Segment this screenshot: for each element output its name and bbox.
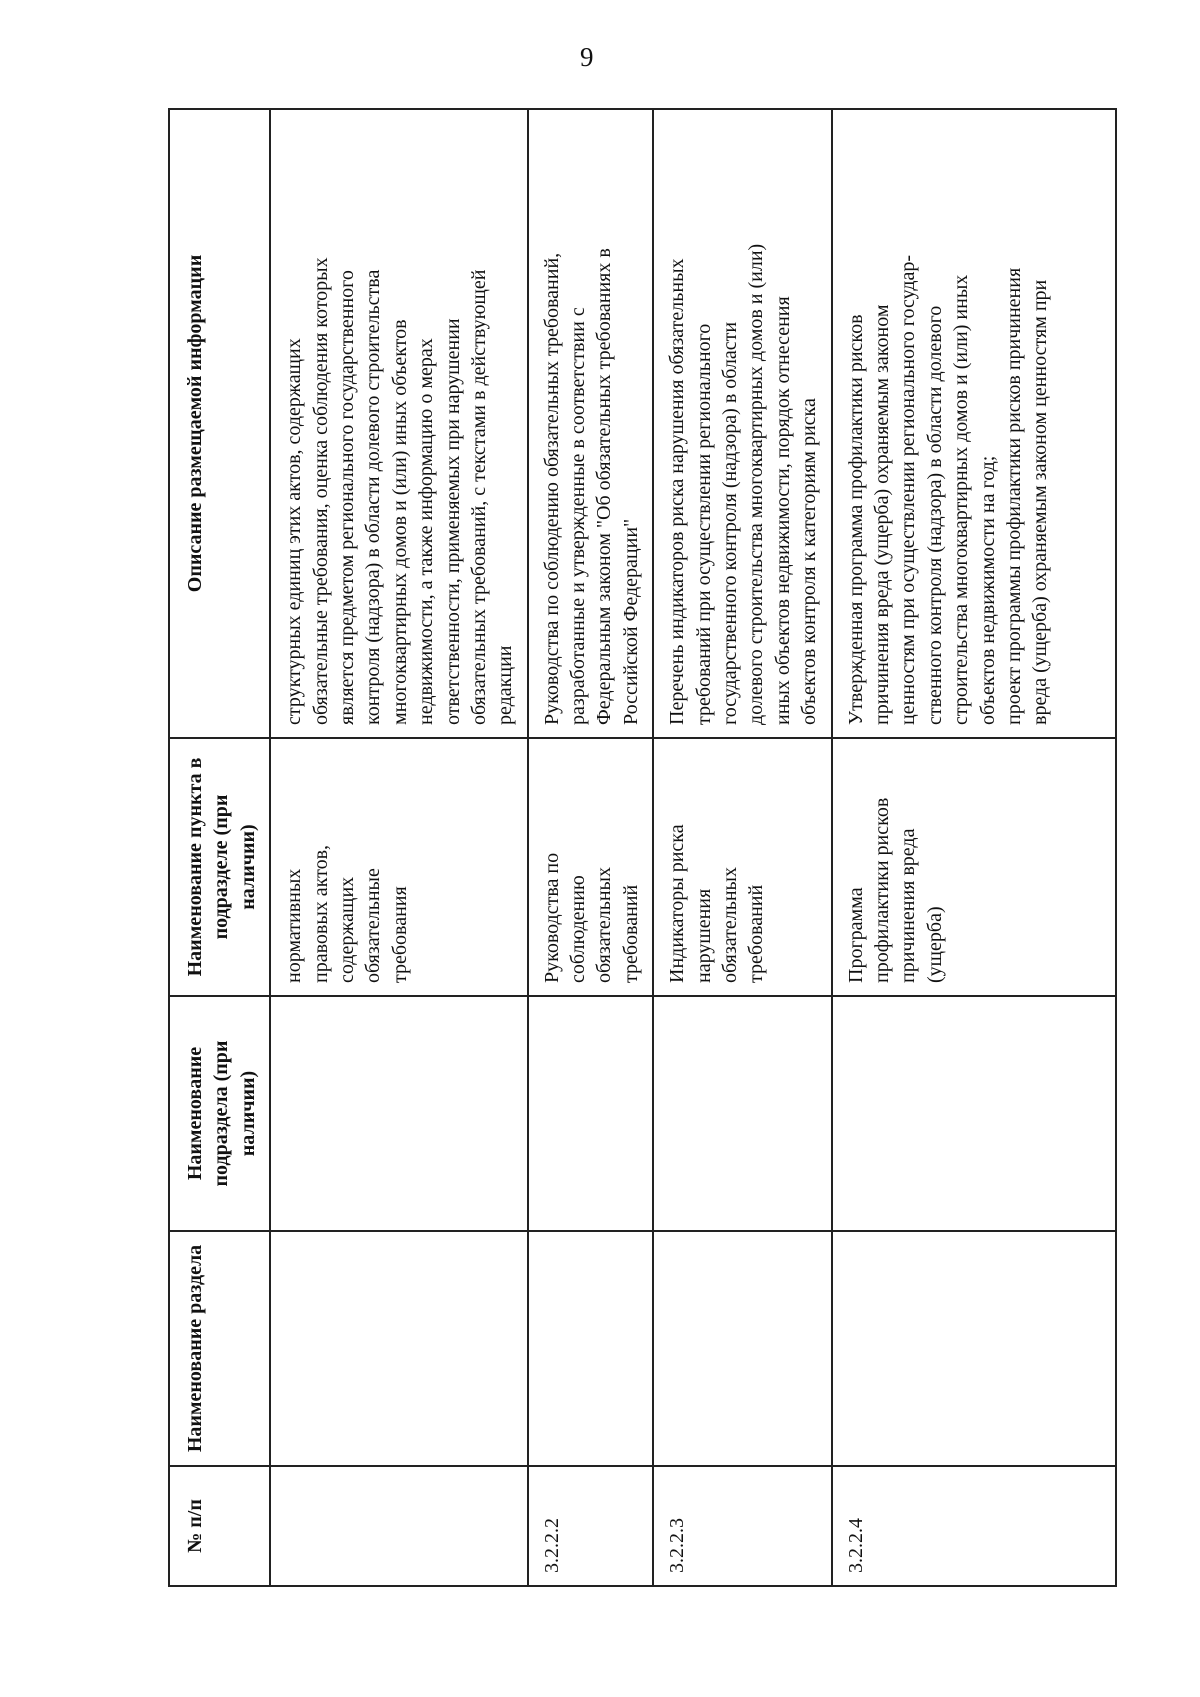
- row-section: [270, 1231, 528, 1466]
- row-num: 3.2.2.3: [653, 1466, 831, 1586]
- row-subsection: [832, 996, 1116, 1231]
- row-num: 3.2.2.4: [832, 1466, 1116, 1586]
- row-num: 3.2.2.2: [528, 1466, 654, 1586]
- header-item: Наименование пункта в подразделе (при наличии): [169, 738, 270, 996]
- row-description: структурных единиц этих актов, содержащих обязательные требования, оценка соблюдения которых является предметом регионального государственного контроля (надзора) в области долевого строительства многоквартирных домов и (или) иных объектов недвижимости, а также информацию о мерах ответственности, применяемых при нарушении обязательных требований, с текстами в действующей редакции: [270, 109, 528, 738]
- row-section: [653, 1231, 831, 1466]
- header-description: Описание размещаемой информации: [169, 109, 270, 738]
- header-num: № п/п: [169, 1466, 270, 1586]
- row-section: [832, 1231, 1116, 1466]
- row-item: Индикаторы риска нарушения обязательных требований: [653, 738, 831, 996]
- page-number: 9: [580, 42, 594, 72]
- header-section: Наименование раздела: [169, 1231, 270, 1466]
- row-item: Руководства по соблюдению обязательных требований: [528, 738, 654, 996]
- row-item: Программа профилактики рисков причинения вреда (ущерба): [832, 738, 1116, 996]
- row-num: [270, 1466, 528, 1586]
- table-row: [270, 109, 528, 1586]
- row-subsection: [270, 996, 528, 1231]
- info-table: [168, 108, 1117, 1587]
- row-description: Руководства по соблюдению обязательных требований, разработанные и утвержденные в соответствии с Федеральным законом "Об обязательных требованиях в Российской Федерации": [528, 109, 654, 738]
- row-section: [528, 1231, 654, 1466]
- header-subsection: Наименование подраздела (при наличии): [169, 996, 270, 1231]
- header-row: [169, 109, 270, 1586]
- table-row: [653, 109, 831, 1586]
- row-description: Перечень индикаторов риска нарушения обязательных требований при осуществлении регионального государственного контроля (надзора) в области долевого строительства многоквартирных домов и (или) иных объектов недвижимости, порядок отнесения объектов контроля к категориям риска: [653, 109, 831, 738]
- table-row: [528, 109, 654, 1586]
- rotated-page: [168, 110, 1098, 1587]
- row-item: нормативных правовых актов, содержащих обязательные требования: [270, 738, 528, 996]
- row-subsection: [653, 996, 831, 1231]
- table-row: [832, 109, 1116, 1586]
- row-description: Утвержденная программа профилактики рисков причинения вреда (ущерба) охраняемым законом ценностям при осуществлении регионального государ- ственного контроля (надзора) в области долевого строительства многоквартирных домов и (или) иных объектов недвижимости на год; проект программы профилактики рисков причинения вреда (ущерба) охраняемым законом ценностям при: [832, 109, 1116, 738]
- row-subsection: [528, 996, 654, 1231]
